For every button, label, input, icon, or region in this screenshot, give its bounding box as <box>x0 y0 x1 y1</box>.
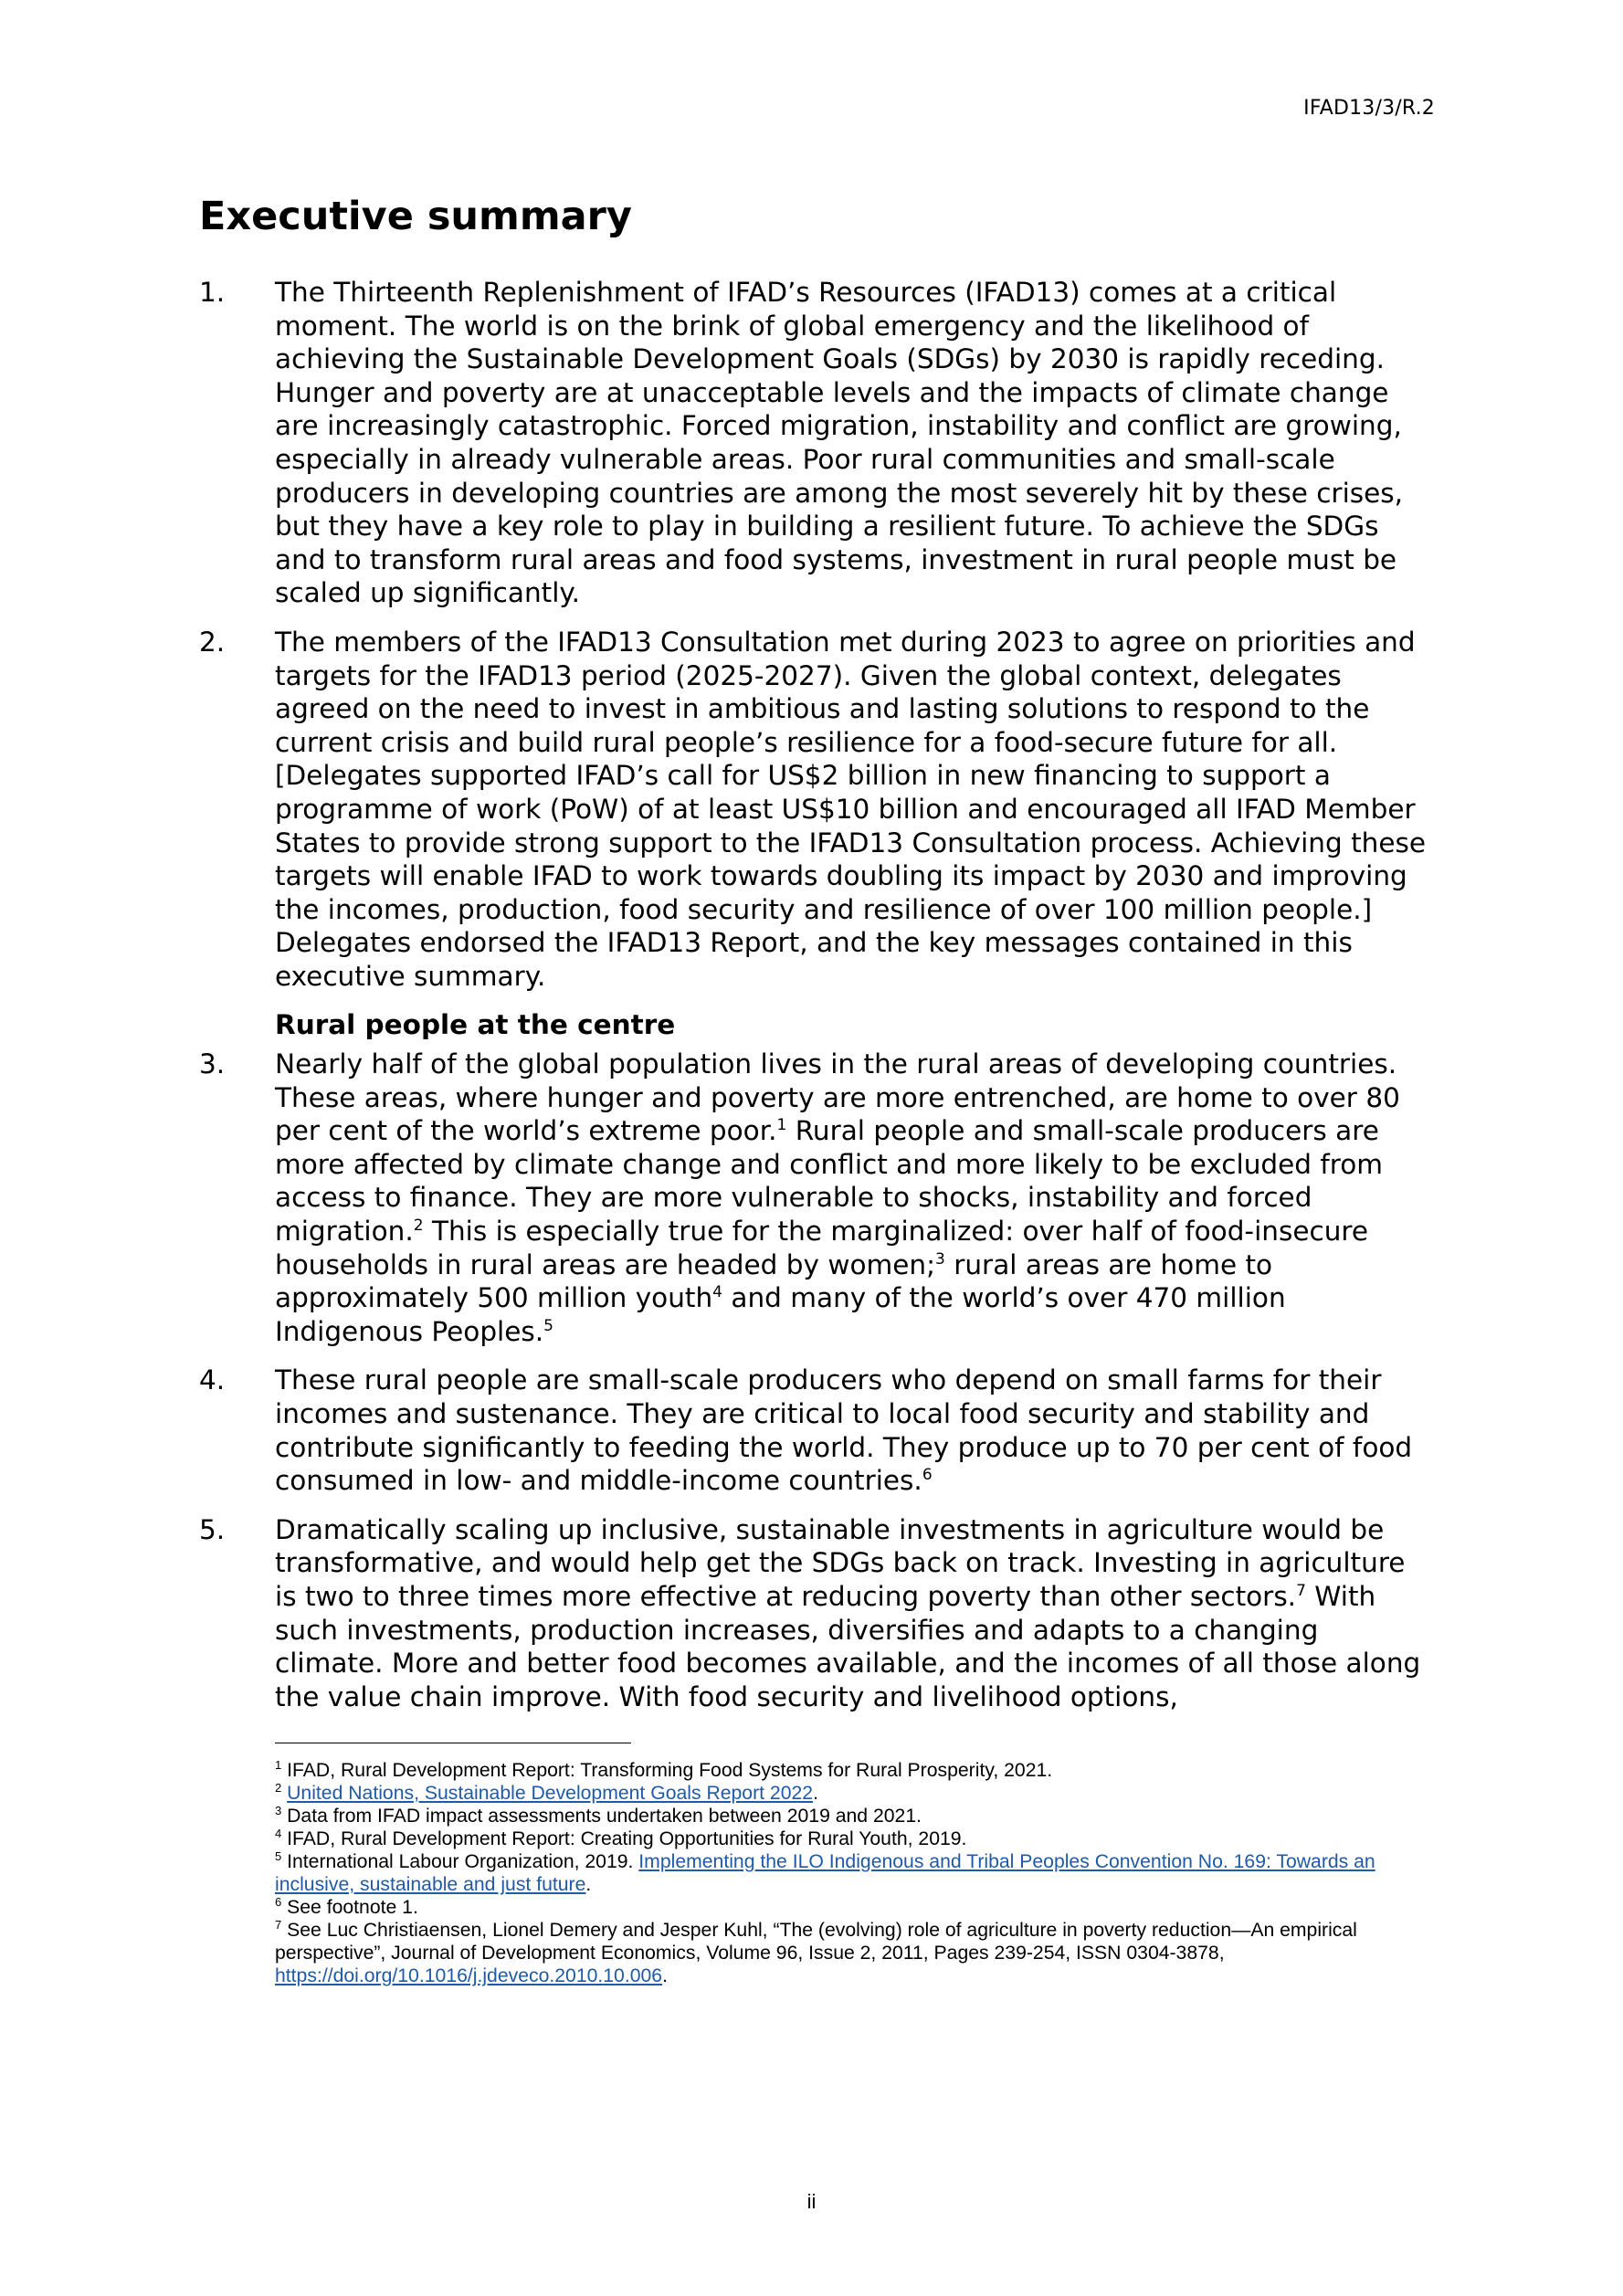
footnote-text: See Luc Christiaensen, Lionel Demery and Jesper Kuhl, “The (evolving) role of agriculture in poverty reduction—An empirical perspective”, Journal of Development Economics, Volume 96, Issue 2, 2011, Pages 239-254, ISSN 0304-3878, <box>275 1920 1357 1964</box>
footnote-text: Data from IFAD impact assessments undertaken between 2019 and 2021. <box>281 1806 922 1827</box>
page-title: Executive summary <box>199 194 632 239</box>
footnote-2 <box>275 1782 1435 1805</box>
paragraph-text <box>275 1513 1434 1714</box>
footnote-mark: 1 <box>275 1757 282 1772</box>
paragraph-number: 5. <box>199 1513 226 1545</box>
footnote-text: IFAD, Rural Development Report: Transforming Food Systems for Rural Prosperity, 2021. <box>281 1760 1053 1781</box>
footnote-mark: 4 <box>275 1826 282 1840</box>
footnote-ref[interactable]: 1 <box>776 1116 787 1135</box>
paragraph-1 <box>199 276 1434 610</box>
text-run: and many of the world’s over 470 million Indigenous Peoples. <box>275 1282 1286 1347</box>
footnote-mark: 2 <box>275 1780 282 1795</box>
paragraph-text: The Thirteenth Replenishment of IFAD’s Resources (IFAD13) comes at a critical moment. The world is on the brink of global emergency and the likelihood of achieving the Sustainable Development Goals (SDGs) by 2030 is rapidly receding. Hunger and poverty are at unacceptable levels and the impacts of climate change are increasingly catastrophic. Forced migration, instability and conflict are growing, especially in already vulnerable areas. Poor rural communities and small-scale producers in developing countries are among the most severely hit by these crises, but they have a key role to play in building a resilient future. To achieve the SDGs and to transform rural areas and food systems, investment in rural people must be scaled up significantly. <box>275 277 1404 609</box>
footnote-ref[interactable]: 2 <box>413 1216 424 1236</box>
document-reference: IFAD13/3/R.2 <box>1303 97 1435 120</box>
text-run: This is especially true for the marginalized: over half of food-insecure households in rural areas are headed by women; <box>275 1216 1369 1280</box>
paragraph-3 <box>199 1048 1434 1348</box>
paragraph-5 <box>199 1513 1434 1714</box>
page-number: ii <box>806 2190 817 2213</box>
footnote-link[interactable]: United Nations, Sustainable Development Goals Report 2022 <box>287 1783 814 1804</box>
footnote-mark: 6 <box>275 1894 282 1909</box>
footnote-mark: 3 <box>275 1803 282 1817</box>
paragraph-number: 1. <box>199 277 226 308</box>
text-run: Rural people and small-scale producers are more affected by climate change and conflict and more likely to be excluded from access to finance. They are more vulnerable to shocks, instability and forced migration. <box>275 1115 1384 1248</box>
footnotes <box>275 1759 1435 1987</box>
footnote-6 <box>275 1896 1435 1919</box>
paragraph-number: 3. <box>199 1048 226 1080</box>
footnote-link[interactable]: Implementing the ILO Indigenous and Tribal Peoples Convention No. 169: Towards an inclusive, sustainable and just future <box>275 1851 1375 1895</box>
footnote-ref[interactable]: 3 <box>935 1249 945 1269</box>
footnote-ref[interactable]: 7 <box>1296 1582 1306 1601</box>
footnote-mark: 5 <box>275 1848 282 1863</box>
footnote-7 <box>275 1919 1435 1987</box>
footnote-text: International Labour Organization, 2019. <box>281 1851 639 1872</box>
text-run: rural areas are home to approximately 500 million youth <box>275 1248 1273 1314</box>
paragraph-text <box>275 1364 1434 1497</box>
footnote-ref[interactable]: 6 <box>922 1466 933 1485</box>
document-body <box>199 276 1434 1729</box>
footnote-5 <box>275 1850 1435 1896</box>
footnote-text: IFAD, Rural Development Report: Creating Opportunities for Rural Youth, 2019. <box>281 1828 967 1849</box>
paragraph-2 <box>199 626 1434 994</box>
footnote-1 <box>275 1759 1435 1782</box>
footnote-link[interactable]: https://doi.org/10.1016/j.jdeveco.2010.10.006 <box>275 1965 663 1986</box>
paragraph-text: The members of the IFAD13 Consultation met during 2023 to agree on priorities and targets for the IFAD13 period (2025-2027). Given the global context, delegates agreed on the need to invest in ambitious and lasting solutions to respond to the current crisis and build rural people’s resilience for a food-secure future for all. [Delegates supported IFAD’s call for US$2 billion in new financing to support a programme of work (PoW) of at least US$10 billion and encouraged all IFAD Member States to provide strong support to the IFAD13 Consultation process. Achieving these targets will enable IFAD to work towards doubling its impact by 2030 and improving the incomes, production, food security and resilience of over 100 million people.] Delegates endorsed the IFAD13 Report, and the key messages contained in this executive summary. <box>275 626 1427 992</box>
text-run: Nearly half of the global population lives in the rural areas of developing countries. These areas, where hunger and poverty are more entrenched, are home to over 80 per cent of the world’s extreme poor. <box>275 1048 1400 1147</box>
footnote-3 <box>275 1805 1435 1827</box>
footnote-text: See footnote 1. <box>281 1897 418 1918</box>
footnote-4 <box>275 1827 1435 1850</box>
paragraph-number: 2. <box>199 626 226 658</box>
footnote-text: . <box>585 1874 592 1895</box>
footnote-ref[interactable]: 4 <box>712 1283 722 1302</box>
text-run: With such investments, production increases, diversifies and adapts to a changing climate. More and better food becomes available, and the incomes of all those along the value chain improve. With food security and livelihood options, <box>275 1580 1421 1712</box>
footnote-text: . <box>813 1783 818 1804</box>
section-subheading: Rural people at the centre <box>275 1009 676 1041</box>
footnote-text: . <box>662 1965 668 1986</box>
paragraph-text <box>275 1048 1434 1348</box>
text-run: Dramatically scaling up inclusive, sustainable investments in agriculture would be transformative, and would help get the SDGs back on track. Investing in agriculture is two to three times more effective at reducing poverty than other sectors. <box>275 1513 1406 1612</box>
text-run: These rural people are small-scale producers who depend on small farms for their incomes and sustenance. They are critical to local food security and stability and contribute significantly to feeding the world. They produce up to 70 per cent of food consumed in low- and middle-income countries. <box>275 1364 1413 1497</box>
paragraph-4 <box>199 1364 1434 1497</box>
paragraph-number: 4. <box>199 1364 226 1396</box>
footnote-mark: 7 <box>275 1917 282 1932</box>
footnote-ref[interactable]: 5 <box>543 1316 553 1335</box>
